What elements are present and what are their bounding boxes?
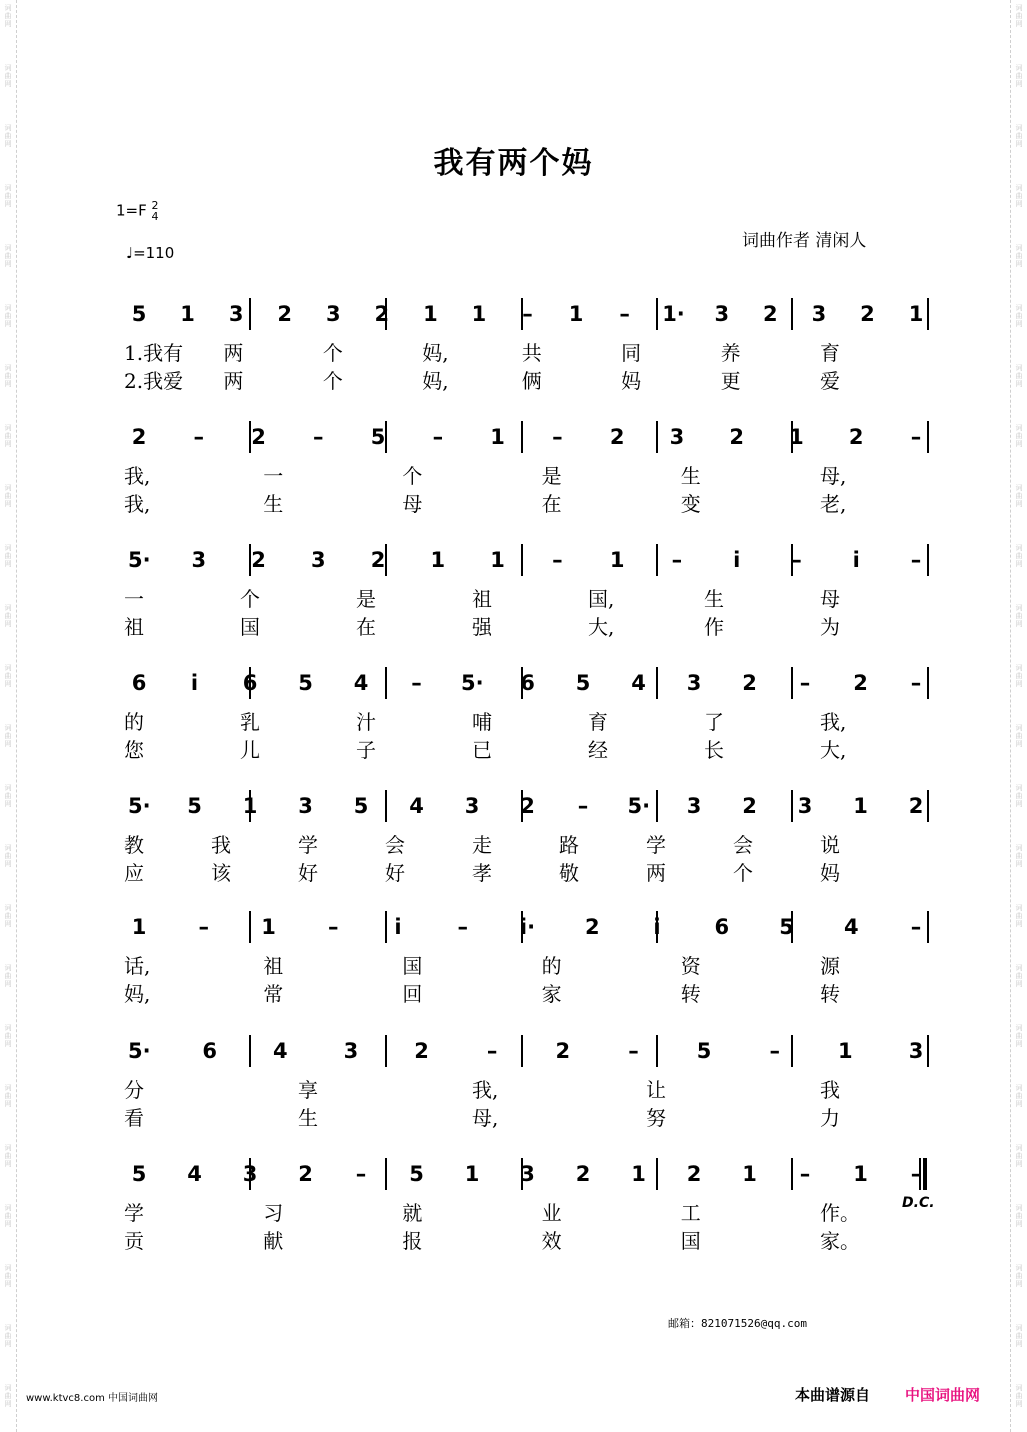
note: – [193, 425, 205, 449]
lyric-1: 的 [124, 710, 144, 734]
note: 1 [464, 1162, 480, 1186]
song-title: 我有两个妈 [433, 146, 594, 181]
lyric-1: 会 [385, 833, 405, 857]
note: – [552, 425, 563, 449]
watermark-text: 词 曲 网 [4, 1324, 12, 1348]
note: i [733, 548, 741, 572]
lyric-1: 走 [472, 833, 492, 857]
lyric-1: 祖 [263, 954, 284, 978]
lyric-2: 两 [646, 861, 666, 885]
watermark-text: 词 曲 网 [4, 1204, 12, 1228]
watermark-text: 词 曲 网 [1015, 304, 1023, 328]
lyric-1: 生 [704, 587, 724, 611]
note: 3 [464, 794, 480, 818]
lyric-1: 共 [521, 341, 542, 365]
note: 2 [860, 302, 875, 326]
lyric-1: 国 [402, 954, 423, 978]
note: 2 [251, 425, 266, 449]
lyric-2: 力 [820, 1106, 840, 1130]
note: 2 [908, 794, 924, 818]
note: 3 [325, 302, 341, 326]
lyric-2: 妈 [820, 861, 840, 885]
watermark-text: 词 曲 网 [1015, 664, 1023, 688]
watermark-text: 词 曲 网 [4, 604, 12, 628]
note: 2 [848, 425, 864, 449]
note: 1 [261, 915, 276, 939]
lyric-1: 是 [541, 464, 562, 488]
note: – [910, 425, 922, 449]
note: – [910, 548, 922, 572]
note: 2 [729, 425, 744, 449]
lyric-2: 敬 [559, 861, 579, 885]
note: 2 [742, 794, 757, 818]
note: 3 [520, 1162, 535, 1186]
note: 2 [686, 1162, 702, 1186]
watermark-text: 词 曲 网 [4, 724, 12, 748]
watermark-text: 词 曲 网 [1015, 544, 1023, 568]
lyric-2: 贡 [124, 1229, 144, 1253]
lyric-1: 工 [680, 1201, 701, 1225]
lyric-1: 哺 [472, 710, 492, 734]
lyric-2: 生 [298, 1106, 318, 1130]
lyric-1: 育 [820, 341, 840, 365]
lyric-1: 我 [820, 1078, 840, 1102]
watermark-text: 词 曲 网 [1015, 844, 1023, 868]
watermark-text: 词 曲 网 [4, 124, 12, 148]
watermark-text: 词 曲 网 [1015, 724, 1023, 748]
lyric-2: 转 [680, 982, 701, 1006]
lyric-1: 祖 [472, 587, 492, 611]
watermark-text: 词 曲 网 [1015, 1084, 1023, 1108]
note: 4 [409, 794, 424, 818]
note: 3 [686, 794, 702, 818]
note: 1 [908, 302, 924, 326]
note: 1 [853, 1162, 868, 1186]
note: 1 [180, 302, 195, 326]
lyric-2: 个 [322, 369, 343, 393]
time-signature-bottom: 4 [151, 210, 159, 223]
note: – [577, 794, 589, 818]
lyric-1: 教 [124, 833, 144, 857]
lyric-1: 我, [472, 1078, 499, 1102]
watermark-text: 词 曲 网 [1015, 964, 1023, 988]
note: – [671, 548, 683, 572]
note: 6 [520, 671, 535, 695]
watermark-text: 词 曲 网 [4, 784, 12, 808]
watermark-text: 词 曲 网 [4, 1264, 12, 1288]
lyric-1: 乳 [240, 710, 260, 734]
note: – [522, 302, 533, 326]
lyric-2: 经 [588, 738, 608, 762]
lyric-2: 大, [588, 615, 615, 639]
lyric-2: 个 [733, 861, 753, 885]
lyric-2: 更 [720, 369, 741, 393]
note: 1 [430, 548, 446, 572]
watermark-text: 词 曲 网 [1015, 364, 1023, 388]
note: 2 [763, 302, 778, 326]
lyric-2: 回 [402, 982, 423, 1006]
dc-mark: D.C. [902, 1195, 935, 1211]
watermark-text: 词 曲 网 [1015, 1264, 1023, 1288]
key-label: 1=F [116, 201, 147, 220]
watermark-text: 词 曲 网 [4, 844, 12, 868]
lyric-2: 俩 [521, 369, 542, 393]
note: 1 [631, 1162, 646, 1186]
lyric-1: 资 [680, 954, 701, 978]
lyric-2: 我, [124, 492, 151, 516]
lyric-2: 妈, [124, 982, 151, 1006]
note: 3 [191, 548, 207, 572]
lyric-2: 为 [820, 615, 840, 639]
watermark-text: 词 曲 网 [1015, 604, 1023, 628]
note: 3 [811, 302, 827, 326]
lyric-2: 强 [472, 615, 492, 639]
lyric-2: 作 [704, 615, 724, 639]
note: 1 [853, 794, 868, 818]
lyric-1: 会 [733, 833, 753, 857]
lyric-2: 变 [680, 492, 701, 516]
note: 2 [853, 671, 868, 695]
note: 1 [242, 794, 258, 818]
note: 5 [131, 1162, 147, 1186]
footer-source-label: 本曲谱源自 [795, 1386, 871, 1404]
watermark-text: 词 曲 网 [4, 1144, 12, 1168]
watermark-text: 词 曲 网 [1015, 1144, 1023, 1168]
note: 1 [742, 1162, 757, 1186]
note: – [432, 425, 444, 449]
footer-website: www.ktvc8.com 中国词曲网 [26, 1393, 159, 1404]
composer-credit: 词曲作者 清闲人 [742, 231, 867, 251]
note: 2 [555, 1039, 571, 1063]
watermark-text: 词 曲 网 [4, 904, 12, 928]
lyric-1: 国, [588, 587, 615, 611]
lyric-2: 大, [820, 738, 847, 762]
note: 3 [228, 302, 244, 326]
lyric-2: 好 [298, 861, 318, 885]
note: i [852, 548, 860, 572]
lyric-1: 养 [720, 341, 741, 365]
note: 5 [187, 794, 202, 818]
note: 5 [575, 671, 591, 695]
contact-email: 邮箱：821071526@qq.com [668, 1317, 807, 1330]
lyric-1: 路 [559, 833, 579, 857]
lyric-2: 生 [263, 492, 284, 516]
note: 1 [490, 425, 505, 449]
lyric-1: 业 [541, 1201, 562, 1225]
note: 5 [298, 671, 313, 695]
lyric-2: 在 [356, 615, 376, 639]
lyric-2: 爱 [820, 369, 840, 393]
note: 2 [298, 1162, 313, 1186]
note: – [457, 915, 468, 939]
watermark-text: 词 曲 网 [4, 964, 12, 988]
note: 5· [627, 794, 651, 818]
watermark-text: 词 曲 网 [4, 424, 12, 448]
lyric-2: 国 [680, 1229, 701, 1253]
lyric-2: 献 [263, 1229, 284, 1253]
note: i· [519, 915, 536, 939]
note: 5· [128, 1039, 151, 1063]
lyric-1: 习 [263, 1201, 284, 1225]
note: i [653, 915, 661, 939]
lyric-1: 1.我有 [124, 341, 184, 365]
lyric-1: 让 [646, 1078, 666, 1102]
lyric-2: 子 [356, 738, 376, 762]
note: 5 [353, 794, 369, 818]
note: 6 [202, 1039, 217, 1063]
note: 4 [272, 1039, 288, 1063]
note: 1 [568, 302, 584, 326]
note: 1 [131, 915, 147, 939]
lyric-1: 享 [298, 1078, 318, 1102]
note: 2 [742, 671, 757, 695]
lyric-1: 我, [124, 464, 151, 488]
lyric-1: 个 [322, 341, 343, 365]
lyric-1: 了 [704, 710, 724, 734]
note: i [394, 915, 402, 939]
note: 1 [471, 302, 487, 326]
note: 5· [461, 671, 484, 695]
lyric-2: 儿 [240, 738, 260, 762]
note: – [328, 915, 339, 939]
note: 2 [374, 302, 390, 326]
watermark-text: 词 曲 网 [4, 364, 12, 388]
lyric-1: 一 [124, 587, 144, 611]
note: 3 [908, 1039, 924, 1063]
lyric-2: 报 [402, 1229, 423, 1253]
lyric-2: 该 [211, 861, 231, 885]
watermark-text: 词 曲 网 [4, 664, 12, 688]
lyric-2: 效 [541, 1229, 562, 1253]
lyric-2: 常 [263, 982, 284, 1006]
lyric-1: 母 [820, 587, 840, 611]
lyric-1: 的 [541, 954, 562, 978]
note: 3 [298, 794, 313, 818]
note: 5 [409, 1162, 424, 1186]
lyric-2: 两 [223, 369, 244, 393]
time-signature-top: 2 [151, 199, 159, 212]
note: 1 [490, 548, 505, 572]
watermark-text: 词 曲 网 [1015, 424, 1023, 448]
note: – [552, 548, 563, 572]
note: – [619, 302, 630, 326]
watermark-text: 词 曲 网 [4, 4, 12, 28]
note: – [313, 425, 324, 449]
watermark-text: 词 曲 网 [1015, 4, 1023, 28]
watermark-text: 词 曲 网 [4, 64, 12, 88]
note: i [190, 671, 199, 695]
lyric-1: 是 [356, 587, 376, 611]
lyric-1: 我, [820, 710, 847, 734]
watermark-text: 词 曲 网 [4, 184, 12, 208]
lyric-2: 2.我爱 [124, 369, 184, 393]
watermark-text: 词 曲 网 [1015, 904, 1023, 928]
note: 1 [838, 1039, 853, 1063]
note: 2 [520, 794, 535, 818]
lyric-1: 分 [124, 1078, 144, 1102]
note: 3 [686, 671, 702, 695]
lyric-2: 在 [541, 492, 562, 516]
note: – [198, 915, 209, 939]
lyric-2: 应 [124, 861, 144, 885]
note: 1 [789, 425, 804, 449]
lyric-1: 个 [240, 587, 260, 611]
note: 5 [696, 1039, 712, 1063]
note: – [799, 1162, 811, 1186]
lyric-1: 话, [124, 954, 151, 978]
note: 3 [242, 1162, 258, 1186]
footer-site-name: 中国词曲网 [905, 1386, 981, 1404]
note: – [355, 1162, 367, 1186]
lyric-2: 母 [402, 492, 423, 516]
note: – [411, 671, 422, 695]
watermark-text: 词 曲 网 [1015, 484, 1023, 508]
watermark-text: 词 曲 网 [1015, 1024, 1023, 1048]
note: 5· [128, 548, 151, 572]
watermark-text: 词 曲 网 [1015, 124, 1023, 148]
watermark-text: 词 曲 网 [1015, 184, 1023, 208]
note: 2 [277, 302, 292, 326]
lyric-1: 汁 [356, 710, 376, 734]
note: 6 [714, 915, 730, 939]
note: 4 [187, 1162, 202, 1186]
lyric-2: 长 [704, 738, 724, 762]
watermark-text: 词 曲 网 [1015, 1324, 1023, 1348]
lyric-1: 两 [223, 341, 244, 365]
note: – [791, 548, 802, 572]
note: 6 [242, 671, 258, 695]
watermark-text: 词 曲 网 [4, 1384, 12, 1408]
note: 5 [131, 302, 147, 326]
lyric-2: 孝 [472, 861, 492, 885]
watermark-text: 词 曲 网 [1015, 1384, 1023, 1408]
note: – [910, 915, 922, 939]
lyric-2: 努 [646, 1106, 666, 1130]
watermark-text: 词 曲 网 [1015, 784, 1023, 808]
watermark-text: 词 曲 网 [4, 484, 12, 508]
lyric-2: 已 [472, 738, 492, 762]
note: 4 [631, 671, 646, 695]
lyric-1: 同 [621, 341, 642, 365]
lyric-2: 国 [240, 615, 260, 639]
lyric-2: 家 [541, 982, 562, 1006]
note: – [910, 671, 922, 695]
note: – [769, 1039, 780, 1063]
lyric-2: 好 [385, 861, 405, 885]
watermark-text: 词 曲 网 [4, 1084, 12, 1108]
note: 2 [575, 1162, 591, 1186]
lyric-2: 母, [472, 1106, 499, 1130]
lyric-2: 老, [820, 492, 847, 516]
note: 6 [131, 671, 147, 695]
lyric-2: 家。 [820, 1229, 860, 1253]
lyric-2: 祖 [124, 615, 144, 639]
note: 1 [423, 302, 438, 326]
note: 4 [353, 671, 369, 695]
watermark-text: 词 曲 网 [4, 544, 12, 568]
note: – [628, 1039, 639, 1063]
note: 5 [779, 915, 794, 939]
lyric-1: 学 [646, 833, 666, 857]
lyric-1: 学 [298, 833, 318, 857]
note: 1· [662, 302, 685, 326]
lyric-1: 育 [588, 710, 608, 734]
note: 5· [128, 794, 151, 818]
lyric-1: 源 [820, 954, 840, 978]
note: 3 [669, 425, 685, 449]
note: 3 [343, 1039, 359, 1063]
note: 2 [251, 548, 266, 572]
note: – [799, 671, 811, 695]
note: 5 [370, 425, 386, 449]
lyric-2: 看 [124, 1106, 144, 1130]
note: 2 [584, 915, 600, 939]
note: 3 [714, 302, 730, 326]
lyric-2: 妈, [422, 369, 449, 393]
lyric-1: 作。 [820, 1201, 860, 1225]
note: 3 [310, 548, 326, 572]
watermark-text: 词 曲 网 [1015, 244, 1023, 268]
lyric-1: 妈, [422, 341, 449, 365]
lyric-1: 我 [211, 833, 231, 857]
note: 2 [609, 425, 625, 449]
watermark-text: 词 曲 网 [4, 244, 12, 268]
lyric-1: 学 [124, 1201, 144, 1225]
lyric-1: 母, [820, 464, 847, 488]
note: – [486, 1039, 498, 1063]
watermark-text: 词 曲 网 [4, 304, 12, 328]
watermark-text: 词 曲 网 [4, 1024, 12, 1048]
note: 2 [414, 1039, 429, 1063]
watermark-text: 词 曲 网 [1015, 1204, 1023, 1228]
lyric-1: 说 [820, 833, 840, 857]
lyric-2: 您 [124, 738, 144, 762]
note: 4 [843, 915, 859, 939]
lyric-1: 一 [263, 464, 284, 488]
note: 2 [131, 425, 147, 449]
note: 1 [609, 548, 625, 572]
lyric-1: 就 [402, 1201, 423, 1225]
note: 2 [370, 548, 386, 572]
lyric-2: 转 [820, 982, 840, 1006]
lyric-1: 生 [680, 464, 701, 488]
lyric-1: 个 [402, 464, 423, 488]
tempo-marking: ♩=110 [126, 244, 175, 262]
lyric-2: 妈 [621, 369, 642, 393]
note: – [910, 1162, 922, 1186]
watermark-text: 词 曲 网 [1015, 64, 1023, 88]
note: 3 [797, 794, 813, 818]
